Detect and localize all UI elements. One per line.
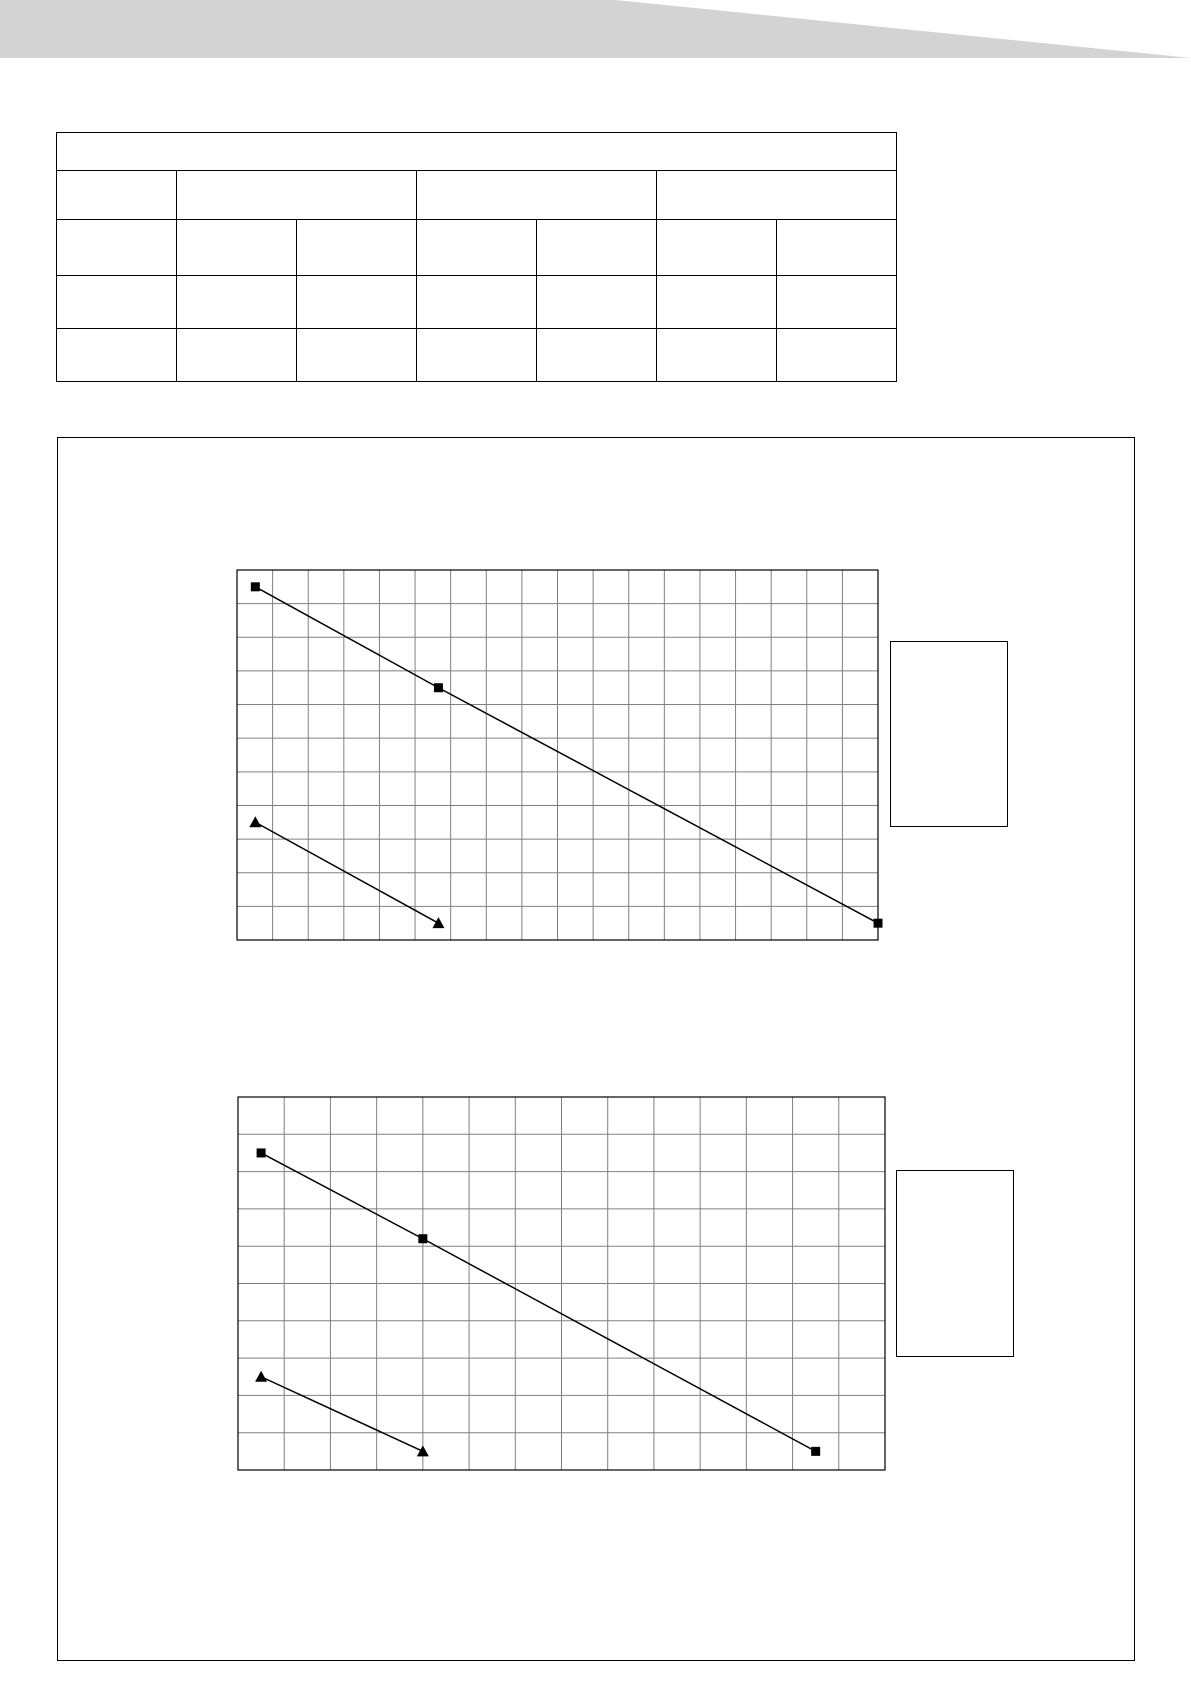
series-2-line: [261, 1377, 423, 1452]
series-1-point: [811, 1447, 820, 1456]
series-2-point: [255, 1371, 267, 1382]
series-1-line: [261, 1153, 816, 1451]
series-2-point: [417, 1445, 429, 1456]
series-1-point: [418, 1234, 427, 1243]
series-1-point: [257, 1148, 266, 1157]
chart-2-legend: [896, 1170, 1014, 1357]
